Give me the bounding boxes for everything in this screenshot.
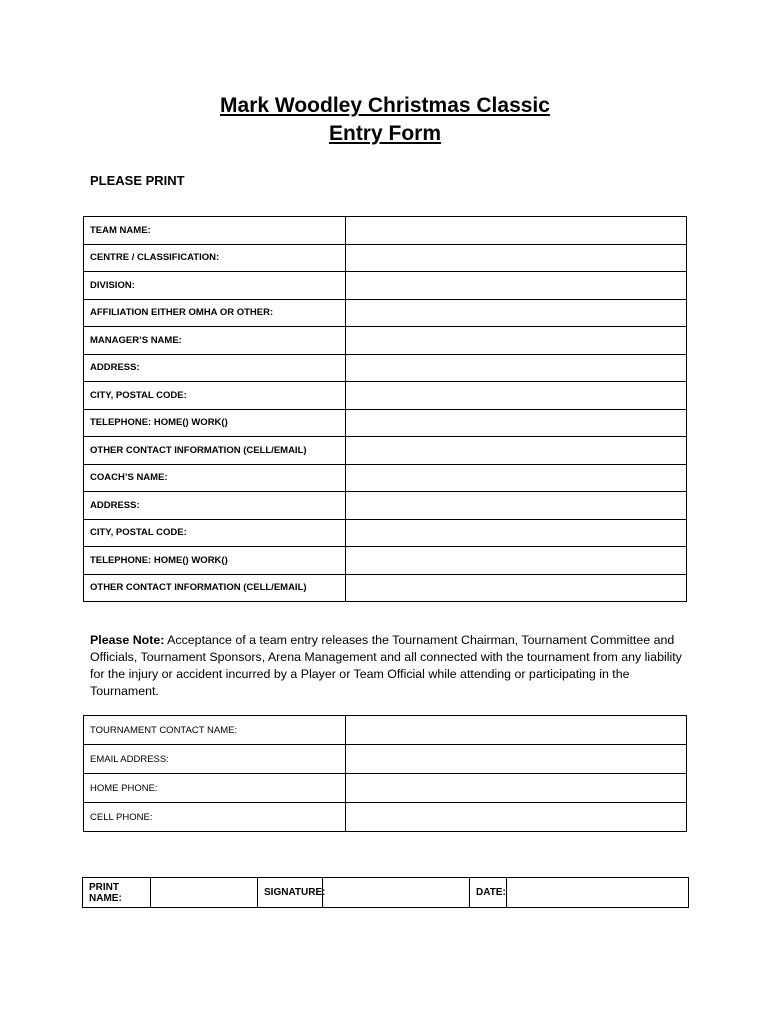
field-label: MANAGER’S NAME: [84, 327, 346, 355]
print-name-field[interactable] [151, 878, 258, 908]
form-row [84, 519, 687, 547]
date-label: DATE: [470, 878, 507, 908]
contact-info-table [83, 715, 687, 832]
field-label: DIVISION: [84, 272, 346, 300]
team-info-table [83, 216, 687, 602]
form-row [84, 547, 687, 575]
field-label: COACH’S NAME: [84, 464, 346, 492]
field-label: ADDRESS: [84, 354, 346, 382]
field-label: TOURNAMENT CONTACT NAME: [84, 716, 346, 745]
form-row [84, 409, 687, 437]
note-heading: Please Note: [90, 633, 165, 647]
form-row [84, 464, 687, 492]
field-input[interactable] [346, 492, 687, 520]
field-input[interactable] [346, 382, 687, 410]
signature-table [82, 877, 689, 908]
form-row [84, 803, 687, 832]
field-label: CITY, POSTAL CODE: [84, 382, 346, 410]
field-input[interactable] [346, 299, 687, 327]
field-input[interactable] [346, 272, 687, 300]
form-row [84, 272, 687, 300]
field-input[interactable] [346, 437, 687, 465]
field-input[interactable] [346, 519, 687, 547]
form-row [84, 382, 687, 410]
field-label: TELEPHONE: HOME() WORK() [84, 547, 346, 575]
note-body: Acceptance of a team entry releases the Tournament Chairman, Tournament Committee and Officials, Tournament Sponsors, Arena Management and all connected with the tournament from any liability for the injury or accident incurred by a Player or Team Official while attending or participating in the Tournament. [90, 633, 682, 698]
field-input[interactable] [346, 774, 687, 803]
signature-row [83, 878, 689, 908]
field-label: ADDRESS: [84, 492, 346, 520]
signature-label: SIGNATURE: [258, 878, 323, 908]
field-label: OTHER CONTACT INFORMATION (CELL/EMAIL) [84, 437, 346, 465]
form-row [84, 492, 687, 520]
field-input[interactable] [346, 547, 687, 575]
form-row [84, 716, 687, 745]
field-label: HOME PHONE: [84, 774, 346, 803]
field-label: TEAM NAME: [84, 217, 346, 245]
form-row [84, 774, 687, 803]
form-subtitle: Entry Form [328, 122, 441, 145]
field-input[interactable] [346, 244, 687, 272]
form-title: Mark Woodley Christmas Classic [220, 94, 550, 117]
field-input[interactable] [346, 716, 687, 745]
signature-field[interactable] [323, 878, 470, 908]
field-input[interactable] [346, 327, 687, 355]
liability-note [90, 632, 690, 700]
field-label: CELL PHONE: [84, 803, 346, 832]
field-label: CITY, POSTAL CODE: [84, 519, 346, 547]
form-row [84, 745, 687, 774]
print-instruction: PLEASE PRINT [90, 173, 185, 188]
field-input[interactable] [346, 354, 687, 382]
field-label: AFFILIATION EITHER OMHA OR OTHER: [84, 299, 346, 327]
field-label: TELEPHONE: HOME() WORK() [84, 409, 346, 437]
form-row [84, 299, 687, 327]
field-input[interactable] [346, 803, 687, 832]
field-label: CENTRE / CLASSIFICATION: [84, 244, 346, 272]
form-row [84, 354, 687, 382]
field-input[interactable] [346, 574, 687, 602]
field-label: EMAIL ADDRESS: [84, 745, 346, 774]
form-row [84, 244, 687, 272]
field-input[interactable] [346, 745, 687, 774]
form-row [84, 574, 687, 602]
field-label: OTHER CONTACT INFORMATION (CELL/EMAIL) [84, 574, 346, 602]
date-field[interactable] [507, 878, 689, 908]
form-row [84, 437, 687, 465]
form-row [84, 327, 687, 355]
field-input[interactable] [346, 217, 687, 245]
form-row [84, 217, 687, 245]
print-name-label: PRINT NAME: [83, 878, 151, 908]
field-input[interactable] [346, 464, 687, 492]
field-input[interactable] [346, 409, 687, 437]
